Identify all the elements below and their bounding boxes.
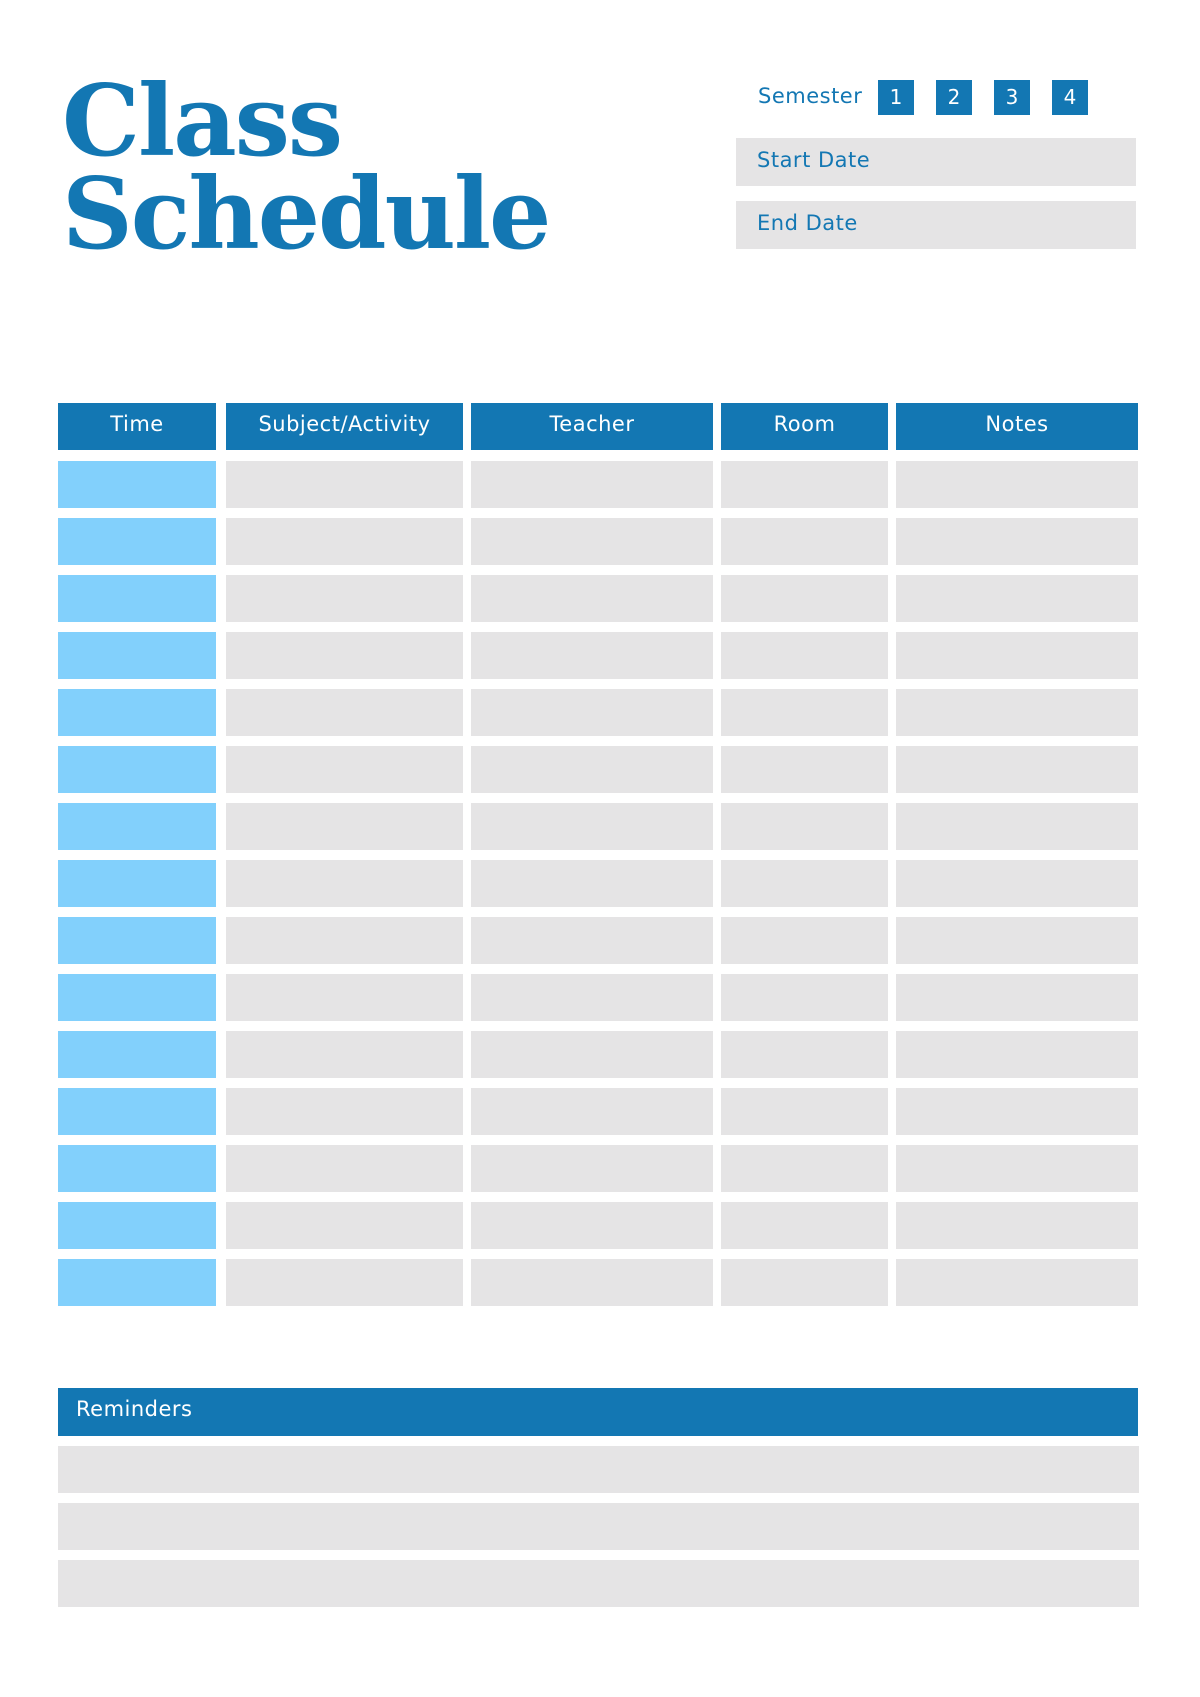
subject-cell[interactable]	[226, 746, 463, 793]
notes-cell[interactable]	[896, 575, 1138, 622]
room-cell[interactable]	[721, 917, 888, 964]
column-header-time: Time	[58, 403, 216, 450]
notes-cell[interactable]	[896, 1031, 1138, 1078]
notes-cell[interactable]	[896, 689, 1138, 736]
time-cell[interactable]	[58, 1259, 216, 1306]
subject-cell[interactable]	[226, 461, 463, 508]
teacher-cell[interactable]	[471, 461, 713, 508]
time-cell[interactable]	[58, 1088, 216, 1135]
subject-cell[interactable]	[226, 917, 463, 964]
subject-cell[interactable]	[226, 860, 463, 907]
room-cell[interactable]	[721, 575, 888, 622]
semester-option-4[interactable]: 4	[1052, 80, 1088, 115]
room-cell[interactable]	[721, 632, 888, 679]
time-cell[interactable]	[58, 575, 216, 622]
subject-cell[interactable]	[226, 689, 463, 736]
teacher-cell[interactable]	[471, 803, 713, 850]
room-cell[interactable]	[721, 1202, 888, 1249]
notes-cell[interactable]	[896, 974, 1138, 1021]
notes-cell[interactable]	[896, 917, 1138, 964]
subject-cell[interactable]	[226, 1031, 463, 1078]
room-cell[interactable]	[721, 1088, 888, 1135]
subject-cell[interactable]	[226, 1202, 463, 1249]
room-cell[interactable]	[721, 746, 888, 793]
time-cell[interactable]	[58, 1202, 216, 1249]
notes-cell[interactable]	[896, 1088, 1138, 1135]
notes-cell[interactable]	[896, 860, 1138, 907]
semester-option-1[interactable]: 1	[878, 80, 914, 115]
notes-cell[interactable]	[896, 518, 1138, 565]
subject-cell[interactable]	[226, 575, 463, 622]
teacher-cell[interactable]	[471, 1088, 713, 1135]
teacher-cell[interactable]	[471, 1202, 713, 1249]
room-cell[interactable]	[721, 1145, 888, 1192]
semester-option-3[interactable]: 3	[994, 80, 1030, 115]
room-cell[interactable]	[721, 803, 888, 850]
teacher-cell[interactable]	[471, 974, 713, 1021]
notes-cell[interactable]	[896, 803, 1138, 850]
time-cell[interactable]	[58, 518, 216, 565]
time-cell[interactable]	[58, 746, 216, 793]
notes-cell[interactable]	[896, 1202, 1138, 1249]
room-cell[interactable]	[721, 1259, 888, 1306]
column-header-room: Room	[721, 403, 888, 450]
teacher-cell[interactable]	[471, 746, 713, 793]
teacher-cell[interactable]	[471, 917, 713, 964]
notes-cell[interactable]	[896, 632, 1138, 679]
column-header-teacher: Teacher	[471, 403, 713, 450]
page-title-line-1: Class	[62, 64, 342, 179]
column-header-notes: Notes	[896, 403, 1138, 450]
end-date-field[interactable]	[736, 201, 1136, 249]
semester-label: Semester	[758, 84, 863, 108]
room-cell[interactable]	[721, 518, 888, 565]
time-cell[interactable]	[58, 803, 216, 850]
reminder-line[interactable]	[58, 1503, 1139, 1550]
subject-cell[interactable]	[226, 632, 463, 679]
room-cell[interactable]	[721, 689, 888, 736]
teacher-cell[interactable]	[471, 860, 713, 907]
subject-cell[interactable]	[226, 974, 463, 1021]
start-date-field[interactable]	[736, 138, 1136, 186]
time-cell[interactable]	[58, 860, 216, 907]
reminders-header	[58, 1388, 1138, 1436]
notes-cell[interactable]	[896, 746, 1138, 793]
start-date-label: Start Date	[757, 148, 871, 172]
time-cell[interactable]	[58, 1031, 216, 1078]
page-title-line-2: Schedule	[62, 157, 550, 272]
subject-cell[interactable]	[226, 1259, 463, 1306]
reminder-line[interactable]	[58, 1560, 1139, 1607]
time-cell[interactable]	[58, 632, 216, 679]
reminder-line[interactable]	[58, 1446, 1139, 1493]
reminders-label: Reminders	[76, 1397, 193, 1421]
subject-cell[interactable]	[226, 1088, 463, 1135]
notes-cell[interactable]	[896, 1259, 1138, 1306]
teacher-cell[interactable]	[471, 632, 713, 679]
notes-cell[interactable]	[896, 1145, 1138, 1192]
room-cell[interactable]	[721, 974, 888, 1021]
semester-option-2[interactable]: 2	[936, 80, 972, 115]
time-cell[interactable]	[58, 917, 216, 964]
teacher-cell[interactable]	[471, 689, 713, 736]
room-cell[interactable]	[721, 860, 888, 907]
teacher-cell[interactable]	[471, 1145, 713, 1192]
column-header-subject: Subject/Activity	[226, 403, 463, 450]
end-date-label: End Date	[757, 211, 858, 235]
teacher-cell[interactable]	[471, 1031, 713, 1078]
room-cell[interactable]	[721, 1031, 888, 1078]
time-cell[interactable]	[58, 689, 216, 736]
room-cell[interactable]	[721, 461, 888, 508]
subject-cell[interactable]	[226, 803, 463, 850]
subject-cell[interactable]	[226, 1145, 463, 1192]
teacher-cell[interactable]	[471, 1259, 713, 1306]
subject-cell[interactable]	[226, 518, 463, 565]
time-cell[interactable]	[58, 461, 216, 508]
time-cell[interactable]	[58, 1145, 216, 1192]
teacher-cell[interactable]	[471, 575, 713, 622]
notes-cell[interactable]	[896, 461, 1138, 508]
time-cell[interactable]	[58, 974, 216, 1021]
teacher-cell[interactable]	[471, 518, 713, 565]
